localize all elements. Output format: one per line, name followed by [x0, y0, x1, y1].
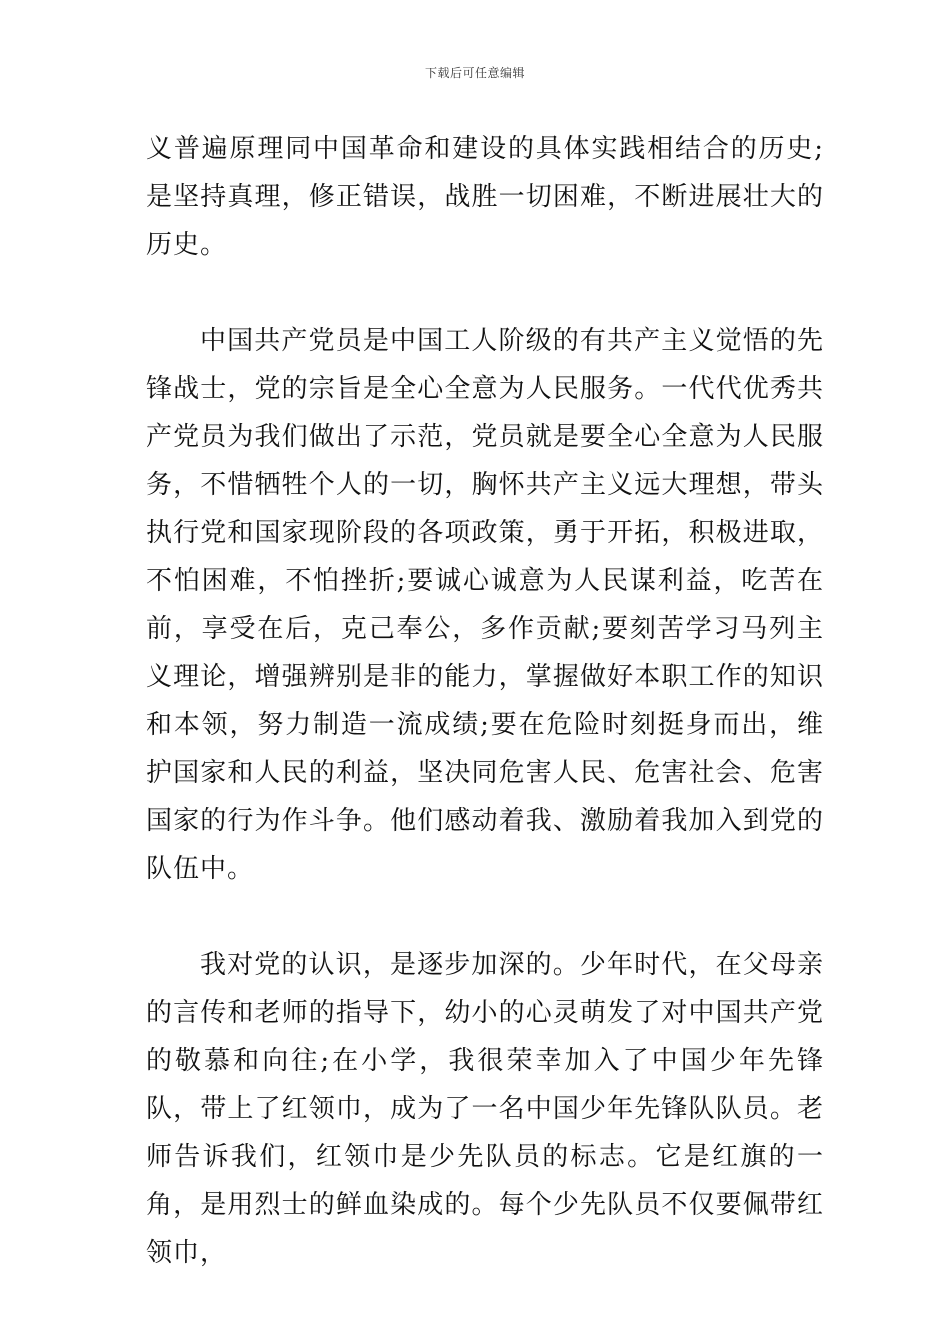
paragraph-2: 中国共产党员是中国工人阶级的有共产主义觉悟的先锋战士，党的宗旨是全心全意为人民服务。一代代优秀共产党员为我们做出了示范，党员就是要全心全意为人民服务，不惜牺牲个人的一切，胸怀共产主义远大理想，带头执行党和国家现阶段的各项政策，勇于开拓，积极进取，不怕困难，不怕挫折;要诚心诚意为人民谋利益，吃苦在前，享受在后，克己奉公，多作贡献;要刻苦学习马列主义理论，增强辨别是非的能力，掌握做好本职工作的知识和本领，努力制造一流成绩;要在危险时刻挺身而出，维护国家和人民的利益，坚决同危害人民、危害社会、危害国家的行为作斗争。他们感动着我、激励着我加入到党的队伍中。 — [146, 326, 824, 884]
document-body — [146, 125, 824, 1277]
paragraph-gap — [146, 269, 824, 317]
header-note: 下载后可任意编辑 — [424, 66, 525, 80]
paragraph-gap — [146, 893, 824, 941]
paragraph-1: 义普遍原理同中国革命和建设的具体实践相结合的历史;是坚持真理，修正错误，战胜一切困难，不断进展壮大的历史。 — [146, 134, 824, 260]
paragraph-3: 我对党的认识，是逐步加深的。少年时代，在父母亲的言传和老师的指导下，幼小的心灵萌发了对中国共产党的敬慕和向往;在小学，我很荣幸加入了中国少年先锋队，带上了红领巾，成为了一名中国少年先锋队队员。老师告诉我们，红领巾是少先队员的标志。它是红旗的一角，是用烈士的鲜血染成的。每个少先队员不仅要佩带红领巾， — [146, 950, 824, 1268]
